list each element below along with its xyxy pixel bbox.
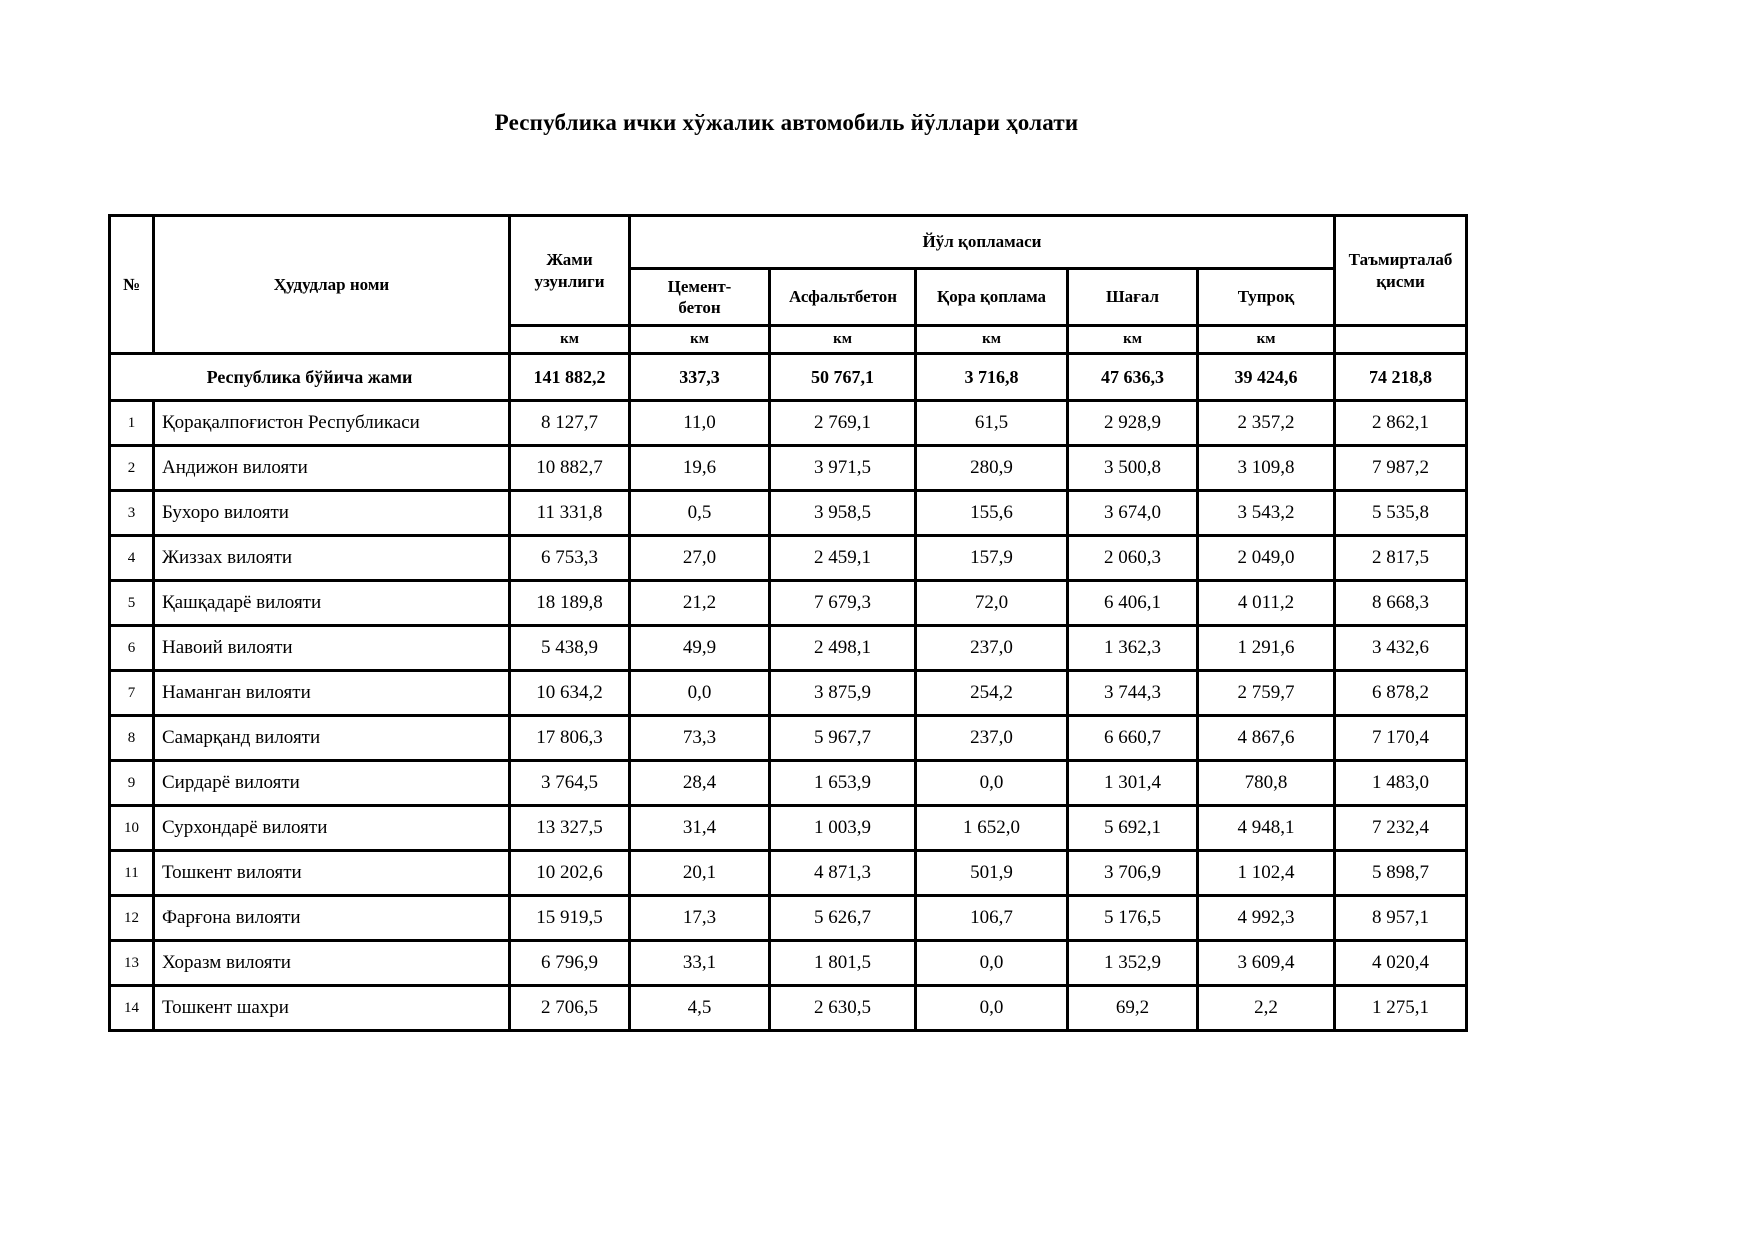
asphalt-value: 2 630,5 xyxy=(770,986,916,1031)
repair-value: 7 987,2 xyxy=(1335,446,1467,491)
soil-value: 1 291,6 xyxy=(1198,626,1335,671)
cement-value: 0,0 xyxy=(630,671,770,716)
cement-value: 73,3 xyxy=(630,716,770,761)
row-number: 6 xyxy=(110,626,154,671)
gravel-value: 6 406,1 xyxy=(1068,581,1198,626)
table-row xyxy=(110,401,1467,446)
gravel-value: 2 928,9 xyxy=(1068,401,1198,446)
total-length-value: 6 796,9 xyxy=(510,941,630,986)
row-number: 11 xyxy=(110,851,154,896)
total-length-value: 6 753,3 xyxy=(510,536,630,581)
totals-cement: 337,3 xyxy=(630,354,770,401)
soil-value: 2 049,0 xyxy=(1198,536,1335,581)
cement-value: 11,0 xyxy=(630,401,770,446)
repair-value: 8 957,1 xyxy=(1335,896,1467,941)
asphalt-value: 3 875,9 xyxy=(770,671,916,716)
totals-asphalt: 50 767,1 xyxy=(770,354,916,401)
table-header xyxy=(110,216,1467,354)
unit-km: км xyxy=(1198,326,1335,354)
asphalt-value: 1 653,9 xyxy=(770,761,916,806)
soil-value: 4 992,3 xyxy=(1198,896,1335,941)
unit-km: км xyxy=(630,326,770,354)
gravel-value: 5 692,1 xyxy=(1068,806,1198,851)
total-length-value: 2 706,5 xyxy=(510,986,630,1031)
unit-km-empty xyxy=(1335,326,1467,354)
total-length-value: 8 127,7 xyxy=(510,401,630,446)
repair-value: 2 862,1 xyxy=(1335,401,1467,446)
total-length-value: 3 764,5 xyxy=(510,761,630,806)
repair-value: 1 483,0 xyxy=(1335,761,1467,806)
region-name: Навоий вилояти xyxy=(154,626,510,671)
black-coating-value: 280,9 xyxy=(916,446,1068,491)
region-name: Самарқанд вилояти xyxy=(154,716,510,761)
cement-value: 19,6 xyxy=(630,446,770,491)
header-gravel: Шағал xyxy=(1068,269,1198,326)
row-number: 7 xyxy=(110,671,154,716)
soil-value: 2 759,7 xyxy=(1198,671,1335,716)
region-name: Тошкент шахри xyxy=(154,986,510,1031)
black-coating-value: 501,9 xyxy=(916,851,1068,896)
asphalt-value: 2 498,1 xyxy=(770,626,916,671)
page-title: Республика ички хўжалик автомобиль йўллари ҳолати xyxy=(494,110,1079,135)
gravel-value: 3 500,8 xyxy=(1068,446,1198,491)
repair-value: 6 878,2 xyxy=(1335,671,1467,716)
totals-gravel: 47 636,3 xyxy=(1068,354,1198,401)
total-length-value: 10 202,6 xyxy=(510,851,630,896)
region-name: Наманган вилояти xyxy=(154,671,510,716)
row-number: 10 xyxy=(110,806,154,851)
gravel-value: 1 362,3 xyxy=(1068,626,1198,671)
soil-value: 4 867,6 xyxy=(1198,716,1335,761)
cement-value: 0,5 xyxy=(630,491,770,536)
roads-table xyxy=(108,214,1468,1032)
black-coating-value: 237,0 xyxy=(916,626,1068,671)
repair-value: 7 170,4 xyxy=(1335,716,1467,761)
row-number: 1 xyxy=(110,401,154,446)
soil-value: 2 357,2 xyxy=(1198,401,1335,446)
total-length-value: 17 806,3 xyxy=(510,716,630,761)
row-number: 9 xyxy=(110,761,154,806)
cement-value: 28,4 xyxy=(630,761,770,806)
header-cement-concrete: Цемент-бетон xyxy=(630,269,770,326)
asphalt-value: 2 459,1 xyxy=(770,536,916,581)
soil-value: 4 011,2 xyxy=(1198,581,1335,626)
unit-km: км xyxy=(916,326,1068,354)
black-coating-value: 0,0 xyxy=(916,941,1068,986)
repair-value: 3 432,6 xyxy=(1335,626,1467,671)
header-black-coating: Қора қоплама xyxy=(916,269,1068,326)
unit-km: км xyxy=(770,326,916,354)
region-name: Хоразм вилояти xyxy=(154,941,510,986)
row-number: 12 xyxy=(110,896,154,941)
repair-value: 8 668,3 xyxy=(1335,581,1467,626)
black-coating-value: 254,2 xyxy=(916,671,1068,716)
repair-value: 7 232,4 xyxy=(1335,806,1467,851)
asphalt-value: 7 679,3 xyxy=(770,581,916,626)
black-coating-value: 72,0 xyxy=(916,581,1068,626)
gravel-value: 69,2 xyxy=(1068,986,1198,1031)
unit-km: км xyxy=(1068,326,1198,354)
total-length-value: 13 327,5 xyxy=(510,806,630,851)
total-length-value: 11 331,8 xyxy=(510,491,630,536)
unit-km: км xyxy=(510,326,630,354)
soil-value: 1 102,4 xyxy=(1198,851,1335,896)
row-number: 2 xyxy=(110,446,154,491)
table-row xyxy=(110,761,1467,806)
region-name: Сирдарё вилояти xyxy=(154,761,510,806)
black-coating-value: 155,6 xyxy=(916,491,1068,536)
black-coating-value: 61,5 xyxy=(916,401,1068,446)
table-row xyxy=(110,491,1467,536)
soil-value: 4 948,1 xyxy=(1198,806,1335,851)
cement-value: 20,1 xyxy=(630,851,770,896)
total-length-value: 5 438,9 xyxy=(510,626,630,671)
asphalt-value: 5 967,7 xyxy=(770,716,916,761)
total-length-value: 10 882,7 xyxy=(510,446,630,491)
asphalt-value: 3 958,5 xyxy=(770,491,916,536)
row-number: 13 xyxy=(110,941,154,986)
gravel-value: 3 674,0 xyxy=(1068,491,1198,536)
asphalt-value: 1 003,9 xyxy=(770,806,916,851)
gravel-value: 1 301,4 xyxy=(1068,761,1198,806)
region-name: Бухоро вилояти xyxy=(154,491,510,536)
black-coating-value: 237,0 xyxy=(916,716,1068,761)
header-asphalt-concrete: Асфальтбетон xyxy=(770,269,916,326)
totals-label: Республика бўйича жами xyxy=(110,354,510,401)
table-row xyxy=(110,581,1467,626)
region-name: Сурхондарё вилояти xyxy=(154,806,510,851)
soil-value: 3 109,8 xyxy=(1198,446,1335,491)
table-row xyxy=(110,716,1467,761)
gravel-value: 6 660,7 xyxy=(1068,716,1198,761)
row-number: 5 xyxy=(110,581,154,626)
total-length-value: 15 919,5 xyxy=(510,896,630,941)
row-number: 4 xyxy=(110,536,154,581)
black-coating-value: 0,0 xyxy=(916,986,1068,1031)
table-row xyxy=(110,626,1467,671)
gravel-value: 3 744,3 xyxy=(1068,671,1198,716)
cement-value: 31,4 xyxy=(630,806,770,851)
header-soil: Тупроқ xyxy=(1198,269,1335,326)
repair-value: 5 898,7 xyxy=(1335,851,1467,896)
header-total-length: Жами узунлиги xyxy=(510,216,630,326)
table-row xyxy=(110,851,1467,896)
totals-repair: 74 218,8 xyxy=(1335,354,1467,401)
header-number: № xyxy=(110,216,154,354)
gravel-value: 1 352,9 xyxy=(1068,941,1198,986)
cement-value: 49,9 xyxy=(630,626,770,671)
soil-value: 3 609,4 xyxy=(1198,941,1335,986)
table-row xyxy=(110,671,1467,716)
repair-value: 1 275,1 xyxy=(1335,986,1467,1031)
cement-value: 17,3 xyxy=(630,896,770,941)
region-name: Қорақалпоғистон Республикаси xyxy=(154,401,510,446)
totals-row xyxy=(110,354,1467,401)
table-row xyxy=(110,941,1467,986)
repair-value: 4 020,4 xyxy=(1335,941,1467,986)
soil-value: 3 543,2 xyxy=(1198,491,1335,536)
row-number: 3 xyxy=(110,491,154,536)
repair-value: 2 817,5 xyxy=(1335,536,1467,581)
asphalt-value: 3 971,5 xyxy=(770,446,916,491)
asphalt-value: 2 769,1 xyxy=(770,401,916,446)
totals-black-coating: 3 716,8 xyxy=(916,354,1068,401)
soil-value: 780,8 xyxy=(1198,761,1335,806)
cement-value: 21,2 xyxy=(630,581,770,626)
region-name: Андижон вилояти xyxy=(154,446,510,491)
asphalt-value: 1 801,5 xyxy=(770,941,916,986)
soil-value: 2,2 xyxy=(1198,986,1335,1031)
black-coating-value: 157,9 xyxy=(916,536,1068,581)
cement-value: 4,5 xyxy=(630,986,770,1031)
total-length-value: 18 189,8 xyxy=(510,581,630,626)
region-name: Фарғона вилояти xyxy=(154,896,510,941)
cement-value: 27,0 xyxy=(630,536,770,581)
asphalt-value: 4 871,3 xyxy=(770,851,916,896)
table-row xyxy=(110,806,1467,851)
table-row xyxy=(110,446,1467,491)
totals-total-length: 141 882,2 xyxy=(510,354,630,401)
region-name: Қашқадарё вилояти xyxy=(154,581,510,626)
totals-soil: 39 424,6 xyxy=(1198,354,1335,401)
row-number: 8 xyxy=(110,716,154,761)
table-row xyxy=(110,986,1467,1031)
header-region-name: Ҳудудлар номи xyxy=(154,216,510,354)
row-number: 14 xyxy=(110,986,154,1031)
region-name: Жиззах вилояти xyxy=(154,536,510,581)
asphalt-value: 5 626,7 xyxy=(770,896,916,941)
gravel-value: 2 060,3 xyxy=(1068,536,1198,581)
gravel-value: 5 176,5 xyxy=(1068,896,1198,941)
header-repair-part: Таъмирталаб қисми xyxy=(1335,216,1467,326)
black-coating-value: 1 652,0 xyxy=(916,806,1068,851)
table-row xyxy=(110,896,1467,941)
black-coating-value: 106,7 xyxy=(916,896,1068,941)
header-surface-group: Йўл қопламаси xyxy=(630,216,1335,269)
table-row xyxy=(110,536,1467,581)
gravel-value: 3 706,9 xyxy=(1068,851,1198,896)
cement-value: 33,1 xyxy=(630,941,770,986)
black-coating-value: 0,0 xyxy=(916,761,1068,806)
total-length-value: 10 634,2 xyxy=(510,671,630,716)
repair-value: 5 535,8 xyxy=(1335,491,1467,536)
region-name: Тошкент вилояти xyxy=(154,851,510,896)
